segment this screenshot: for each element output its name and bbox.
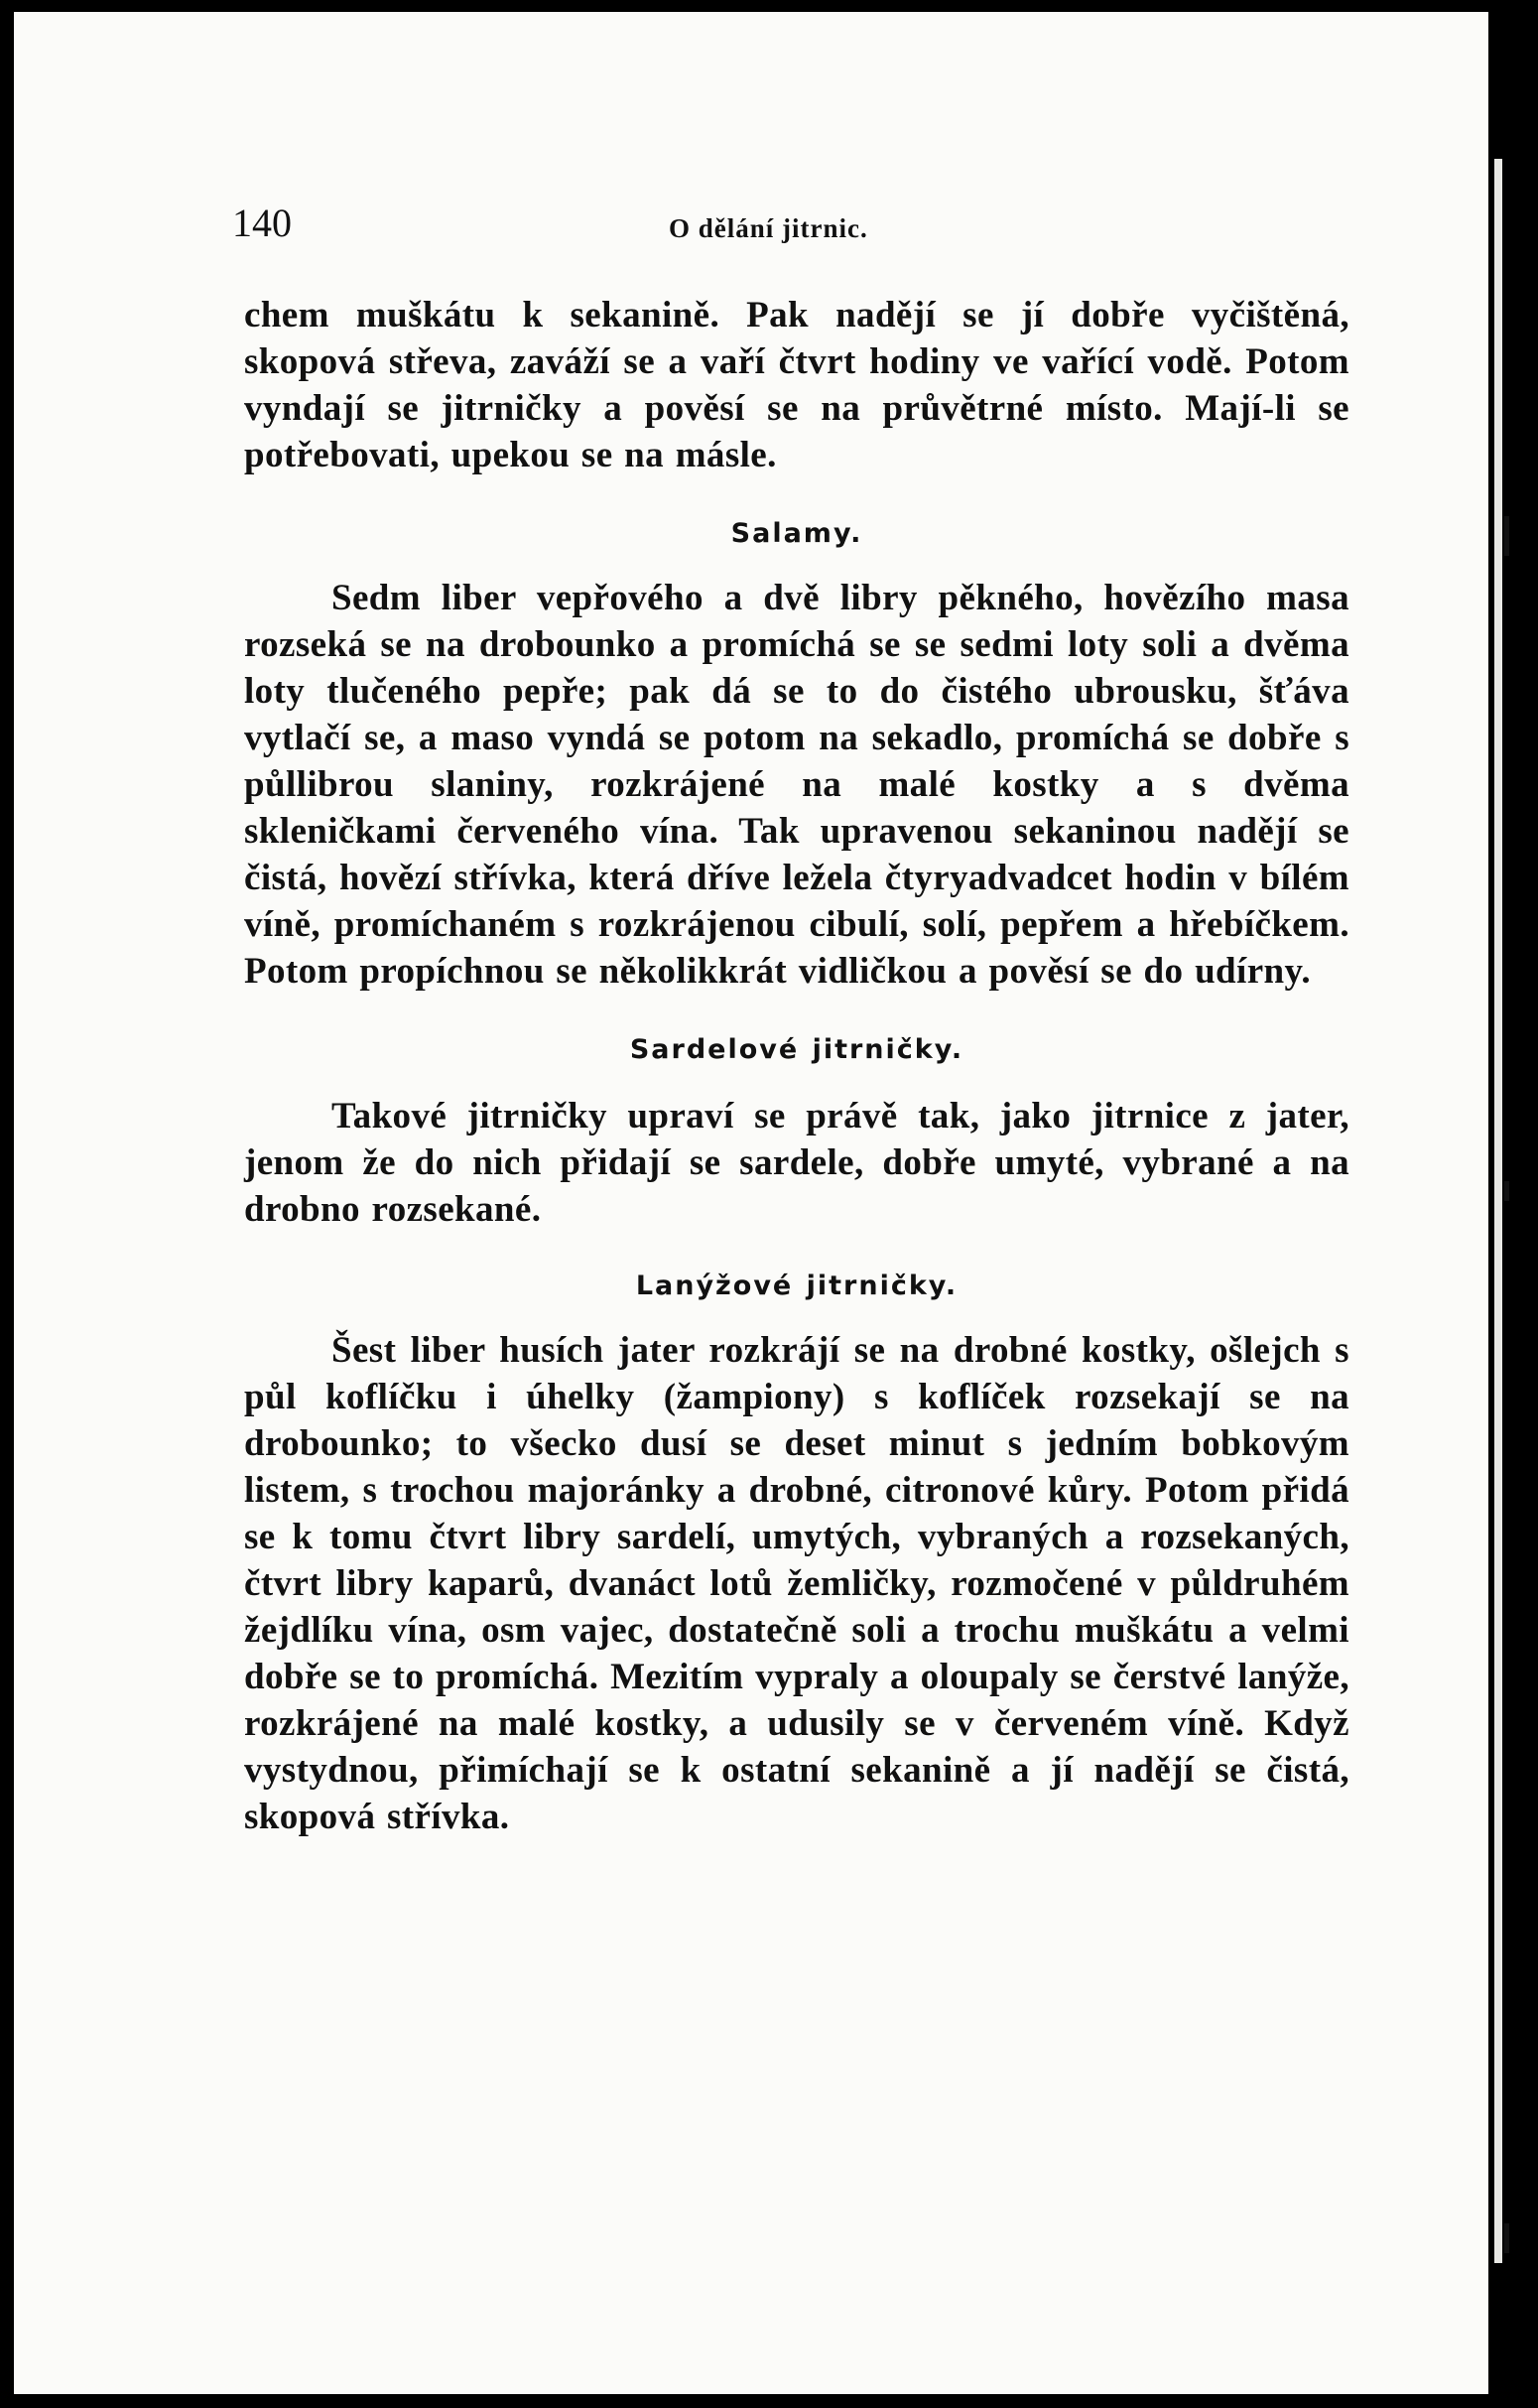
- section-heading-salamy: Salamy.: [730, 518, 863, 549]
- section-paragraph-salamy: Sedm liber vepřového a dvě libry pěkného, hovězího masa rozseká se na drobounko a promíchá se se sedmi loty soli a dvěma loty tlučeného pepře; pak dá se to do čistého ubrousku, šťáva vytlačí se, a maso vyndá se potom na sekadlo, promíchá se dobře s půllibrou slaniny, rozkrájené na malé kostky a s dvěma skleničkami červeného vína. Tak upravenou sekaninou nadějí se čistá, hovězí střívka, která dříve ležela čtyryadvadcet hodin v bílém víně, promíchaném s rozkrájenou cibulí, solí, pepřem a hřebíčkem. Potom propíchnou se několikkrát vidličkou a pověsí se do udírny.: [244, 578, 1349, 992]
- page-body: [244, 292, 1349, 1840]
- book-page: [14, 12, 1490, 2394]
- running-title: O dělání jitrnic.: [669, 213, 868, 243]
- section-heading-sardelove: Sardelové jitrničky.: [629, 1034, 964, 1065]
- section-paragraph-sardelove: Takové jitrničky upraví se právě tak, jako jitrnice z jater, jenom že do nich přidají se sardele, dobře umyté, vybrané a na drobno rozsekané.: [244, 1096, 1349, 1230]
- edge-mark: [1504, 2223, 1509, 2253]
- section-heading-lanyzove: Lanýžové jitrničky.: [635, 1271, 959, 1301]
- intro-paragraph: chem muškátu k sekanině. Pak nadějí se jí dobře vyčištěná, skopová střeva, zaváží se a vaří čtvrt hodiny ve vařící vodě. Potom vyndají se jitrničky a pověsí se na průvětrné místo. Mají-li se potřebovati, upekou se na másle.: [244, 295, 1349, 475]
- page-number: 140: [232, 201, 292, 245]
- page-header: [232, 203, 1353, 263]
- section-paragraph-lanyzove: Šest liber husích jater rozkrájí se na drobné kostky, ošlejch s půl koflíčku i úhelky (žampiony) s koflíček rozsekají se na drobounko; to všecko dusí se deset minut s jedním bobkovým listem, s trochou majoránky a drobné, citronové kůry. Potom přidá se k tomu čtvrt libry sardelí, umytých, vybraných a rozsekaných, čtvrt libry kaparů, dvanáct lotů žemličky, rozmočené v půldruhém žejdlíku vína, osm vajec, dostatečně soli a trochu muškátu a velmi dobře se to promíchá. Mezitím vypraly a oloupaly se čerstvé lanýže, rozkrájené na malé kostky, a udusily se v červeném víně. Když vystydnou, přimíchají se k ostatní sekanině a jí nadějí se čistá, skopová střívka.: [244, 1330, 1349, 1837]
- edge-mark: [1504, 1181, 1509, 1201]
- adjacent-page-edge: [1494, 159, 1502, 2263]
- edge-mark: [1504, 516, 1509, 556]
